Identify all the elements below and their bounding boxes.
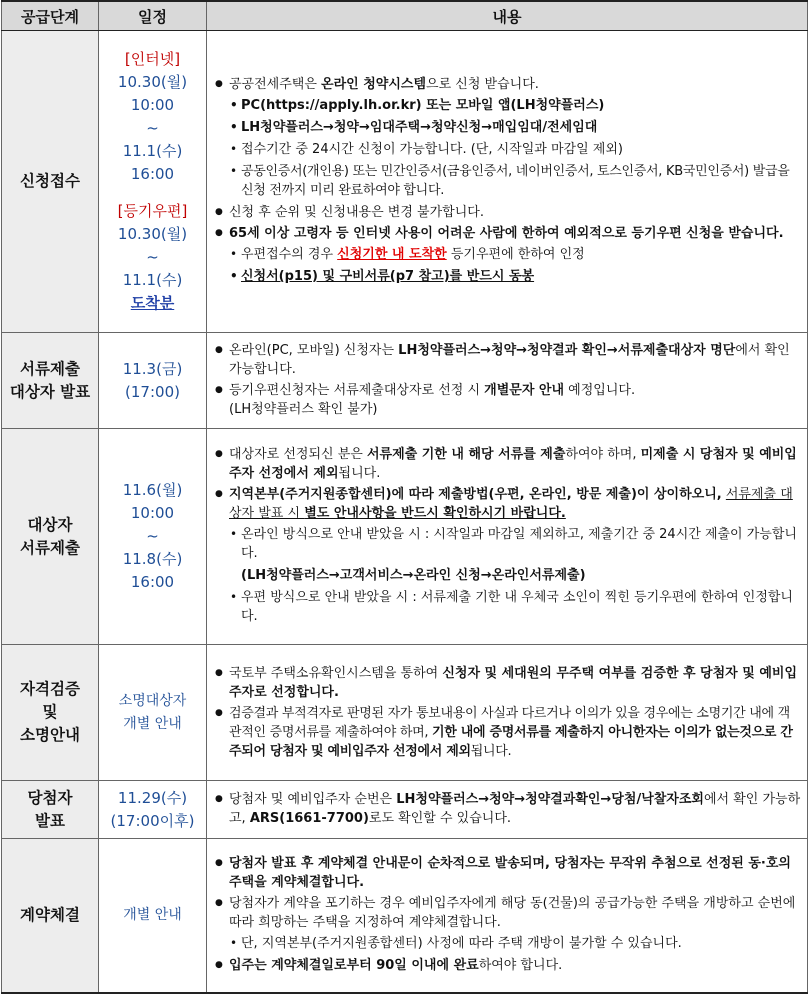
table-header xyxy=(2,1,808,31)
sub-item: • LH청약플러스→청약→임대주택→청약신청→매입임대/전세임대 xyxy=(211,118,801,137)
bullet-item: ● 65세 이상 고령자 등 인터넷 사용이 어려운 사람에 한하여 예외적으로 등기우편 신청을 받습니다. xyxy=(211,224,801,243)
content-cell xyxy=(207,31,808,333)
sub-item: • 단, 지역본부(주거지원종합센터) 사정에 따라 주택 개방이 불가할 수 있습니다. xyxy=(211,934,801,953)
sub-item: • 온라인 방식으로 안내 받았을 시 : 시작일과 마감일 제외하고, 제출기간 중 24시간 제출이 가능합니다. xyxy=(211,525,801,563)
stage-cell: 당첨자 발표 xyxy=(2,781,99,839)
stage-cell: 대상자 서류제출 xyxy=(2,429,99,645)
sub-item: • 우편접수의 경우 신청기한 내 도착한 등기우편에 한하여 인정 xyxy=(211,245,801,264)
stage-cell: 신청접수 xyxy=(2,31,99,333)
stage-cell: 자격검증 및 소명안내 xyxy=(2,645,99,781)
schedule-cell: [인터넷] 10.30(월) 10:00 ~ 11.1(수) 16:00 [등기우편] 10.30(월) ~ 11.1(수) 도착분 xyxy=(99,31,207,333)
content-cell xyxy=(207,645,808,781)
sub-item: • 접수기간 중 24시간 신청이 가능합니다. (단, 시작일과 마감일 제외) xyxy=(211,140,801,159)
content-cell xyxy=(207,429,808,645)
table-row xyxy=(2,839,808,993)
content-cell xyxy=(207,333,808,429)
bullet-item: ● 당첨자 발표 후 계약체결 안내문이 순차적으로 발송되며, 당첨자는 무작위 추첨으로 선정된 동·호의 주택을 계약체결합니다. xyxy=(211,854,801,892)
bullet-item: ● 검증결과 부적격자로 판명된 자가 통보내용이 사실과 다르거나 이의가 있을 경우에는 소명기간 내에 객관적인 증명서류를 제출하여야 하며, 기한 내에 증명서류를 제출하지 아니한자는 이의가 없는것으로 간주되어 당첨자 및 예비입주자 선정에서 제외됩니다. xyxy=(211,704,801,761)
schedule-cell: 소명대상자 개별 안내 xyxy=(99,645,207,781)
bullet-item: ● 온라인(PC, 모바일) 신청자는 LH청약플러스→청약→청약결과 확인→서류제출대상자 명단에서 확인 가능합니다. xyxy=(211,341,801,379)
bullet-item: ● 당첨자가 계약을 포기하는 경우 예비입주자에게 해당 동(건물)의 공급가능한 주택을 개방하고 순번에 따라 희망하는 주택을 지정하여 계약체결합니다. xyxy=(211,894,801,932)
schedule-cell: 11.3(금) (17:00) xyxy=(99,333,207,429)
table-row xyxy=(2,333,808,429)
bullet-item: ● 공공전세주택은 온라인 청약시스템으로 신청 받습니다. xyxy=(211,75,801,94)
table-row xyxy=(2,31,808,333)
bullet-item: ● 당첨자 및 예비입주자 순번은 LH청약플러스→청약→청약결과확인→당첨/낙찰자조회에서 확인 가능하고, ARS(1661-7700)로도 확인할 수 있습니다. xyxy=(211,790,801,828)
sub-item: • 신청서(p15) 및 구비서류(p7 참고)를 반드시 동봉 xyxy=(211,267,801,286)
table-row xyxy=(2,781,808,839)
bullet-item: ● 국토부 주택소유확인시스템을 통하여 신청자 및 세대원의 무주택 여부를 검증한 후 당첨자 및 예비입주자로 선정합니다. xyxy=(211,664,801,702)
stage-cell: 서류제출 대상자 발표 xyxy=(2,333,99,429)
bullet-item: ● 신청 후 순위 및 신청내용은 변경 불가합니다. xyxy=(211,203,801,222)
schedule-cell: 11.29(수) (17:00이후) xyxy=(99,781,207,839)
content-cell xyxy=(207,839,808,993)
sub-item: • 공동인증서(개인용) 또는 민간인증서(금융인증서, 네이버인증서, 토스인증서, KB국민인증서) 발급을 신청 전까지 미리 완료하여야 합니다. xyxy=(211,162,801,200)
sub-item: • 우편 방식으로 안내 받았을 시 : 서류제출 기한 내 우체국 소인이 찍힌 등기우편에 한하여 인정합니다. xyxy=(211,588,801,626)
header-content: 내용 xyxy=(207,1,808,31)
header-schedule: 일정 xyxy=(99,1,207,31)
bullet-item: ● 입주는 계약체결일로부터 90일 이내에 완료하여야 합니다. xyxy=(211,956,801,975)
sub-item: • PC(https://apply.lh.or.kr) 또는 모바일 앱(LH청약플러스) xyxy=(211,96,801,115)
bullet-item: ● 등기우편신청자는 서류제출대상자로 선정 시 개별문자 안내 예정입니다. (LH청약플러스 확인 불가) xyxy=(211,381,801,419)
table-row xyxy=(2,429,808,645)
bullet-item: ● 대상자로 선정되신 분은 서류제출 기한 내 해당 서류를 제출하여야 하며, 미제출 시 당첨자 및 예비입주자 선정에서 제외됩니다. xyxy=(211,445,801,483)
table-row xyxy=(2,645,808,781)
stage-cell: 계약체결 xyxy=(2,839,99,993)
sub-item-path: (LH청약플러스→고객서비스→온라인 신청→온라인서류제출) xyxy=(241,568,586,583)
schedule-cell: 11.6(월) 10:00 ~ 11.8(수) 16:00 xyxy=(99,429,207,645)
supply-schedule-table xyxy=(1,0,808,994)
header-stage: 공급단계 xyxy=(2,1,99,31)
content-cell xyxy=(207,781,808,839)
bullet-item: ● 지역본부(주거지원종합센터)에 따라 제출방법(우편, 온라인, 방문 제출)이 상이하오니, 서류제출 대상자 발표 시 별도 안내사항을 반드시 확인하시기 바랍니다. xyxy=(211,485,801,523)
schedule-cell: 개별 안내 xyxy=(99,839,207,993)
